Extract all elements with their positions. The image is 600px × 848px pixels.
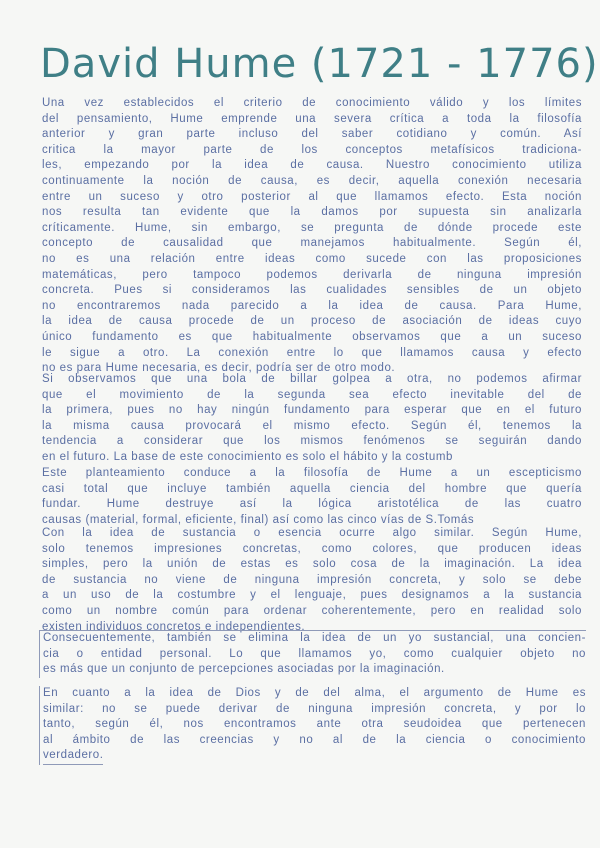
text-line: en el futuro. La base de este conocimiento es solo el hábito y la costumb: [42, 450, 453, 463]
text-line: concreta. Pues si consideramos las cualidades sensibles de un objeto: [42, 284, 582, 297]
text-line: simples, pero la unión de estas es solo cosa de la imaginación. La idea: [42, 558, 582, 571]
text-line: anterior y gran parte incluso del saber cotidiano y común. Así: [42, 128, 582, 141]
text-line: le sigue a otro. La conexión entre lo que llamamos causa y efecto: [42, 346, 582, 359]
text-line: que el movimiento de la segunda sea efecto inevitable del de: [42, 388, 582, 401]
text-line: existen individuos concretos e independientes.: [42, 620, 306, 633]
text-line: la misma causa provocará el mismo efecto. Según él, tenemos la: [42, 419, 582, 432]
text-line: cia o entidad personal. Lo que llamamos yo, como cualquier objeto no: [43, 647, 586, 660]
text-line: causas (material, formal, eficiente, final) así como las cinco vías de S.Tomás: [42, 513, 475, 526]
text-line: críticamente. Hume, sin embargo, se pregunta de dónde procede este: [42, 221, 582, 234]
text-line: matemáticas, pero tampoco podemos derivarla de ninguna impresión: [42, 268, 582, 281]
text-line: Este planteamiento conduce a la filosofía de Hume a un escepticismo: [42, 467, 582, 479]
text-line: Si observamos que una bola de billar golpea a otra, no podemos afirmar: [42, 373, 582, 385]
text-line: Con la idea de sustancia o esencia ocurre algo similar. Según Hume,: [42, 527, 582, 539]
text-line: fundar. Hume destruye así la lógica aristotélica de las cuatro: [42, 498, 582, 511]
text-line: como un nombre común para ordenar coherentemente, pero en realidad solo: [42, 604, 582, 617]
text-line: al ámbito de las creencias y no al de la ciencia o conocimiento: [43, 733, 586, 746]
text-line: único fundamento es que habitualmente observamos que a un suceso: [42, 330, 582, 343]
text-line: la idea de causa procede de un proceso de asociación de ideas cuyo: [42, 315, 582, 328]
text-line: continuamente la noción de causa, es decir, aquella conexión necesaria: [42, 174, 582, 187]
text-line: la primera, pues no hay ningún fundamento para esperar que en el futuro: [42, 404, 582, 417]
text-line: no es una relación entre ideas como sucede con las proposiciones: [42, 252, 582, 265]
text-line: nos resulta tan evidente que la damos por supuesta sin analizarla: [42, 206, 582, 219]
text-line: Consecuentemente, también se elimina la idea de un yo sustancial, una concien-: [43, 632, 586, 644]
text-line: tanto, según él, nos encontramos ante otra seudoidea que pertenecen: [43, 718, 586, 731]
text-line: del pensamiento, Hume emprende una severa crítica a toda la filosofía: [42, 112, 582, 125]
text-line: entre un suceso y otro posterior al que llamamos efecto. Esta noción: [42, 190, 582, 203]
page-title: David Hume (1721 - 1776): [40, 40, 599, 87]
text-line: tendencia a considerar que los mismos fenómenos se seguirán dando: [42, 435, 582, 448]
text-line: similar: no se puede derivar de ninguna impresión concreta, y por lo: [43, 702, 586, 715]
paragraph-self: [39, 630, 586, 678]
text-line: En cuanto a la idea de Dios y de del alma, el argumento de Hume es: [43, 687, 586, 699]
text-line: concepto de causalidad que manejamos habitualmente. Según él,: [42, 237, 582, 250]
text-line: es más que un conjunto de percepciones asociadas por la imaginación.: [43, 663, 445, 676]
text-line: les, empezando por la idea de causa. Nuestro conocimiento utiliza: [42, 159, 582, 172]
text-line: verdadero.: [43, 748, 103, 765]
paragraph-causality: [42, 96, 582, 377]
paragraph-skepticism: [42, 466, 582, 528]
text-line: Una vez establecidos el criterio de conocimiento válido y los límites: [42, 97, 582, 109]
text-line: a un uso de la costumbre y el lenguaje, pues designamos a la sustancia: [42, 589, 582, 602]
text-line: critica la mayor parte de los conceptos metafísicos tradiciona-: [42, 143, 582, 156]
text-line: de sustancia no viene de ninguna impresión concreta, y solo se debe: [42, 573, 582, 586]
text-line: no encontraremos nada parecido a la idea de causa. Para Hume,: [42, 299, 582, 312]
text-line: no es para Hume necesaria, es decir, podría ser de otro modo.: [42, 362, 396, 375]
paragraph-substance: [42, 526, 582, 635]
paragraph-god-soul: [39, 686, 586, 765]
text-line: solo tenemos impresiones concretas, como colores, que producen ideas: [42, 542, 582, 555]
text-line: casi total que incluye también aquella ciencia del hombre que quería: [42, 482, 582, 495]
paragraph-billiard-example: [42, 372, 582, 466]
